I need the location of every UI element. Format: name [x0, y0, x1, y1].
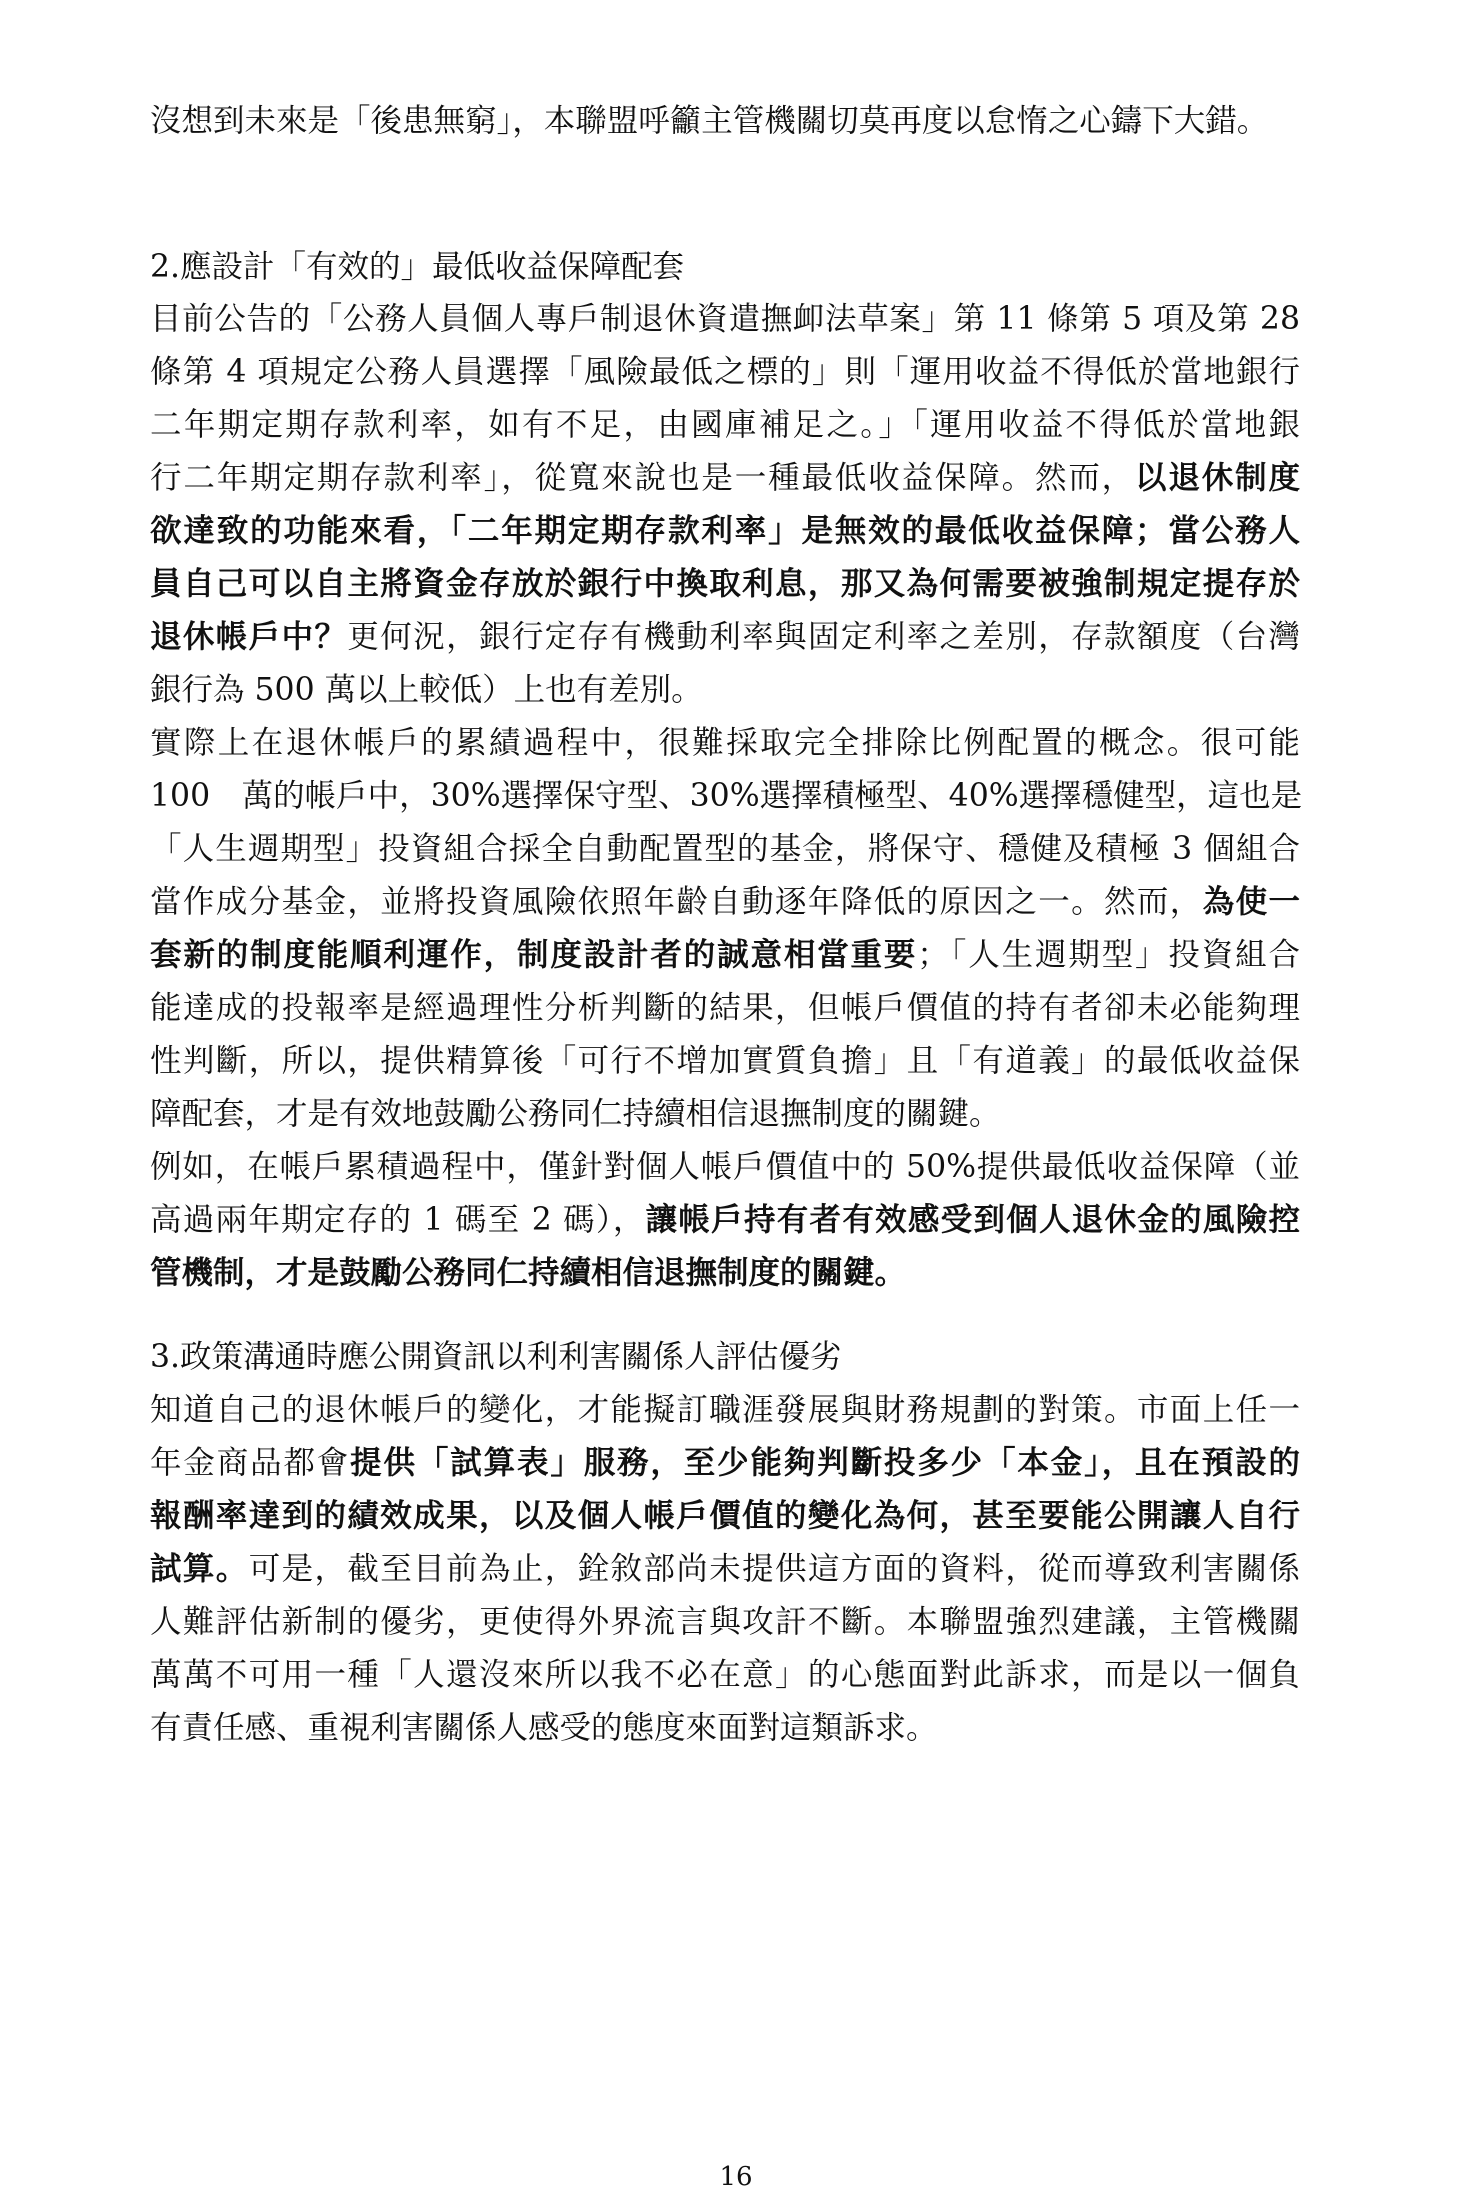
text-segment: 二年期定期存款利率，如有不足，由國庫補足之。」「運用收益不得低於當地銀 — [150, 407, 1300, 443]
text-segment: 人難評估新制的優劣，更使得外界流言與攻訐不斷。本聯盟強烈建議，主管機關 — [150, 1604, 1300, 1640]
text-line — [150, 402, 1300, 448]
text-segment: 年金商品都會 — [150, 1445, 351, 1481]
text-segment: 當作成分基金，並將投資風險依照年齡自動逐年降低的原因之一。然而， — [150, 884, 1203, 920]
text-line — [150, 1197, 1300, 1243]
text-segment: 條第 4 項規定公務人員選擇「風險最低之標的」則「運用收益不得低於當地銀行 — [150, 354, 1300, 390]
text-line — [150, 720, 1300, 766]
text-line — [150, 1546, 1300, 1592]
bold-text: 管機制，才是鼓勵公務同仁持續相信退撫制度的關鍵。 — [150, 1254, 907, 1291]
text-segment: 知道自己的退休帳戶的變化，才能擬訂職涯發展與財務規劃的對策。市面上任一 — [150, 1392, 1300, 1428]
text-line — [150, 773, 1303, 819]
text-line — [150, 1705, 1300, 1751]
text-line — [150, 614, 1300, 660]
text-line — [150, 1493, 1300, 1539]
text-segment: 可是，截至目前為止，銓敘部尚未提供這方面的資料，從而導致利害關係 — [248, 1551, 1300, 1587]
text-segment: 性判斷，所以，提供精算後「可行不增加實質負擔」且「有道義」的最低收益保 — [150, 1043, 1300, 1079]
text-segment: 沒想到未來是「後患無窮」，本聯盟呼籲主管機關切莫再度以怠惰之心鑄下大錯。 — [150, 103, 1269, 139]
text-segment: 有責任感、重視利害關係人感受的態度來面對這類訴求。 — [150, 1710, 938, 1746]
text-segment: 「人生週期型」投資組合採全自動配置型的基金，將保守、穩健及積極 3 個組合 — [150, 831, 1300, 867]
text-segment: 行二年期定期存款利率」，從寬來說也是一種最低收益保障。然而， — [150, 460, 1136, 496]
bold-text: 讓帳戶持有者有效感受到個人退休金的風險控 — [645, 1201, 1300, 1238]
text-segment: 障配套，才是有效地鼓勵公務同仁持續相信退撫制度的關鍵。 — [150, 1096, 1001, 1132]
text-line — [150, 296, 1300, 342]
bold-text: 報酬率達到的績效成果，以及個人帳戶價值的變化為何，甚至要能公開讓人自行 — [150, 1497, 1300, 1534]
section-heading — [150, 1334, 1300, 1380]
bold-text: 欲達致的功能來看，「二年期定期存款利率」是無效的最低收益保障；當公務人 — [150, 512, 1300, 549]
text-segment: 實際上在退休帳戶的累績過程中，很難採取完全排除比例配置的概念。很可能 — [150, 725, 1300, 761]
text-segment: 例如，在帳戶累積過程中，僅針對個人帳戶價值中的 50%提供最低收益保障（並 — [150, 1149, 1300, 1185]
text-line — [150, 826, 1300, 872]
text-segment: 100 萬的帳戶中，30%選擇保守型、30%選擇積極型、40%選擇穩健型，這也是 — [150, 778, 1303, 814]
bold-text: 試算。 — [150, 1550, 249, 1587]
text-segment: 高過兩年期定存的 1 碼至 2 碼）， — [150, 1202, 646, 1238]
text-segment: 目前公告的「公務人員個人專戶制退休資遣撫卹法草案」第 11 條第 5 項及第 28 — [150, 301, 1300, 337]
text-segment: 2.應設計「有效的」最低收益保障配套 — [150, 249, 685, 285]
bold-text: 提供「試算表」服務，至少能夠判斷投多少「本金」，且在預設的 — [350, 1444, 1300, 1481]
text-line — [150, 932, 1300, 978]
text-line — [150, 985, 1300, 1031]
text-line — [150, 561, 1300, 607]
text-line — [150, 1440, 1300, 1486]
text-line — [150, 1387, 1300, 1433]
text-segment: 能達成的投報率是經過理性分析判斷的結果，但帳戶價值的持有者卻未必能夠理 — [150, 990, 1300, 1026]
text-line — [150, 1652, 1300, 1698]
text-segment: 銀行為 500 萬以上較低）上也有差別。 — [150, 672, 703, 708]
bold-text: 套新的制度能順利運作，制度設計者的誠意相當重要 — [150, 936, 918, 973]
text-line — [150, 98, 1300, 144]
bold-text: 以退休制度 — [1135, 459, 1300, 496]
text-segment: 3.政策溝通時應公開資訊以利利害關係人評估優劣 — [150, 1339, 842, 1375]
page-number: 16 — [719, 2162, 753, 2192]
text-line — [150, 1144, 1300, 1190]
text-line — [150, 1091, 1300, 1137]
text-line — [150, 1038, 1300, 1084]
text-segment: 更何況，銀行定存有機動利率與固定利率之差別，存款額度（台灣 — [347, 619, 1300, 655]
text-line — [150, 1599, 1300, 1645]
text-segment: ；「人生週期型」投資組合 — [917, 937, 1300, 973]
text-segment: 萬萬不可用一種「人還沒來所以我不必在意」的心態面對此訴求，而是以一個負 — [150, 1657, 1300, 1693]
text-line — [150, 455, 1300, 501]
section-heading — [150, 244, 1300, 290]
text-line — [150, 1250, 1300, 1296]
bold-text: 退休帳戶中？ — [150, 618, 348, 655]
text-line — [150, 667, 1300, 713]
bold-text: 為使一 — [1202, 883, 1300, 920]
bold-text: 員自己可以自主將資金存放於銀行中換取利息，那又為何需要被強制規定提存於 — [150, 565, 1300, 602]
text-line — [150, 508, 1300, 554]
text-line — [150, 349, 1300, 395]
text-line — [150, 879, 1300, 925]
